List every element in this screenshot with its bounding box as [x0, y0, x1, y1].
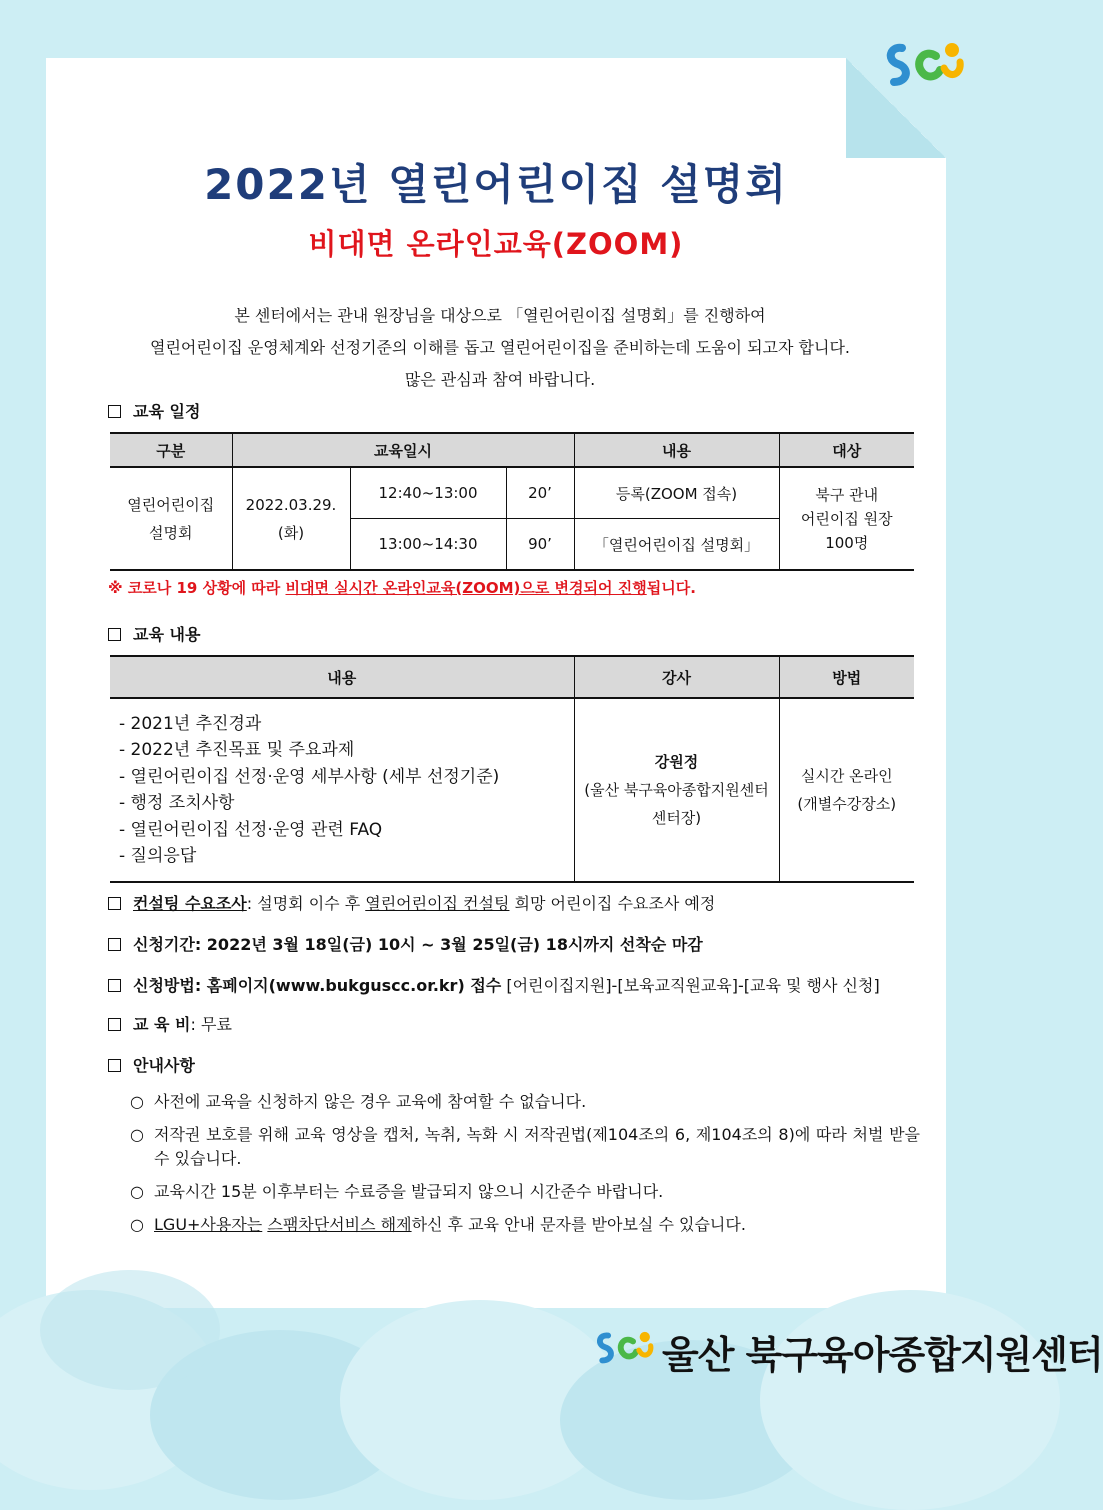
- time-cell: 13:00~14:30: [350, 519, 506, 571]
- list-item: - 열린어린이집 선정·운영 관련 FAQ: [119, 817, 573, 844]
- table-header: 내용: [110, 656, 574, 698]
- duration-cell: 20’: [506, 467, 574, 519]
- org-footer-logo: [592, 1318, 1103, 1382]
- time-cell: 12:40~13:00: [350, 467, 506, 519]
- fee-line: 교 육 비: 무료: [108, 1012, 232, 1035]
- category-cell: 열린어린이집 설명회: [110, 467, 232, 570]
- section-heading-schedule: 교육 일정: [108, 399, 200, 422]
- checkbox-square-icon: [108, 628, 121, 641]
- covid-notice: ※ 코로나 19 상황에 따라 비대면 실시간 온라인교육(ZOOM)으로 변경되어 진행됩니다.: [108, 579, 696, 597]
- org-name: 울산 북구육아종합지원센터: [662, 1333, 1103, 1377]
- intro-line: 열린어린이집 운영체계와 선정기준의 이해를 돕고 열린어린이집을 준비하는데 도움이 되고자 합니다.: [149, 338, 850, 357]
- checkbox-square-icon: [108, 897, 121, 910]
- page-title: 2022년 열린어린이집 설명회: [204, 160, 788, 209]
- list-item: - 질의응답: [119, 843, 573, 870]
- table-header: 방법: [779, 656, 914, 698]
- content-list: [111, 711, 573, 870]
- content-cell: 등록(ZOOM 접속): [574, 467, 779, 519]
- target-cell: 북구 관내 어린이집 원장 100명: [779, 467, 914, 570]
- table-row: [110, 698, 914, 882]
- intro-line: 본 센터에서는 관내 원장님을 대상으로 「열린어린이집 설명회」를 진행하여: [234, 306, 766, 325]
- table-header-row: [110, 656, 914, 698]
- content-table: [110, 655, 914, 883]
- list-item: ○ 사전에 교육을 신청하지 않은 경우 교육에 참여할 수 없습니다.: [130, 1090, 920, 1114]
- date-cell: 2022.03.29. (화): [232, 467, 350, 570]
- checkbox-square-icon: [108, 405, 121, 418]
- list-item: ○ 저작권 보호를 위해 교육 영상을 캡처, 녹취, 녹화 시 저작권법(제104조의 6, 제104조의 8)에 따라 처벌 받을 수 있습니다.: [130, 1125, 920, 1168]
- duration-cell: 90’: [506, 519, 574, 571]
- table-header: 강사: [574, 656, 779, 698]
- list-item: ○ 교육시간 15분 이후부터는 수료증을 발급되지 않으니 시간준수 바랍니다.: [130, 1180, 920, 1204]
- section-heading-notices: 안내사항: [108, 1053, 195, 1076]
- checkbox-square-icon: [108, 1018, 121, 1031]
- list-item: - 행정 조치사항: [119, 790, 573, 817]
- checkbox-square-icon: [108, 1059, 121, 1072]
- application-method-line: 신청방법: 홈페이지(www.bukguscc.or.kr) 접수 [어린이집지원]-[보육교직원교육]-[교육 및 행사 신청]: [108, 973, 880, 996]
- table-header-row: [110, 433, 914, 467]
- intro-text: [100, 300, 900, 396]
- table-header: 대상: [779, 433, 914, 467]
- table-header: 교육일시: [232, 433, 574, 467]
- content-list-cell: [110, 698, 574, 882]
- circle-bullet-icon: ○: [130, 1125, 144, 1144]
- circle-bullet-icon: ○: [130, 1182, 144, 1201]
- consulting-line: 컨설팅 수요조사: 설명회 이수 후 열린어린이집 컨설팅 희망 어린이집 수요조사 예정: [108, 891, 715, 914]
- application-period-line: 신청기간: 2022년 3월 18일(금) 10시 ~ 3월 25일(금) 18시까지 선착순 마감: [108, 932, 703, 955]
- list-item: ○ LGU+사용자는 스팸차단서비스 해제하신 후 교육 안내 문자를 받아보실 수 있습니다.: [130, 1213, 920, 1237]
- intro-line: 많은 관심과 참여 바랍니다.: [404, 370, 596, 389]
- checkbox-square-icon: [108, 979, 121, 992]
- table-header: 내용: [574, 433, 779, 467]
- method-cell: 실시간 온라인 (개별수강장소): [779, 698, 914, 882]
- org-logo-icon: [592, 1318, 658, 1378]
- content-cell: 「열린어린이집 설명회」: [574, 519, 779, 571]
- checkbox-square-icon: [108, 938, 121, 951]
- instructor-cell: 강원정 (울산 북구육아종합지원센터 센터장): [574, 698, 779, 882]
- list-item: - 2021년 추진경과: [119, 711, 573, 738]
- schedule-table: [110, 432, 914, 571]
- table-header: 구분: [110, 433, 232, 467]
- org-logo-icon: [880, 30, 970, 100]
- notice-list: [130, 1090, 920, 1246]
- table-row: [110, 467, 914, 519]
- section-heading-content: 교육 내용: [108, 622, 200, 645]
- circle-bullet-icon: ○: [130, 1092, 144, 1111]
- page-subtitle: 비대면 온라인교육(ZOOM): [308, 227, 684, 261]
- circle-bullet-icon: ○: [130, 1215, 144, 1234]
- instructor-name: 강원정: [654, 753, 699, 771]
- list-item: - 2022년 추진목표 및 주요과제: [119, 737, 573, 764]
- list-item: - 열린어린이집 선정·운영 세부사항 (세부 선정기준): [119, 764, 573, 791]
